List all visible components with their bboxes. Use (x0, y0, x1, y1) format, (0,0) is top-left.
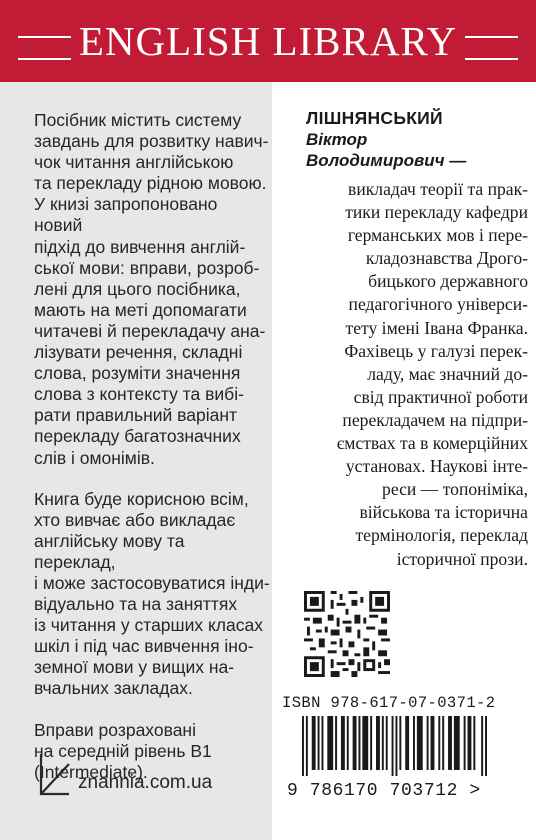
isbn-number: ISBN 978-617-07-0371-2 (282, 694, 496, 712)
author-surname: ЛІШНЯНСЬКИЙ (306, 108, 443, 128)
description-paragraph: Посібник містить систему завдань для розвитку навич- чок читання англійською та перекладу рідною мовою. У книзі запропоновано новий підхід до вивчення англій- ської мови: вправи, розроб- лені для цього посібника, мають на меті допомагати читачеві й перекладачу ана- лізувати речення, складні слова, розуміти значення слова з контексту та вибі- рати правильний варіант перекладу багатозначних слів і омонімів. (34, 110, 269, 468)
book-description (34, 110, 270, 803)
series-title: ENGLISH LIBRARY (0, 16, 536, 66)
header-banner (0, 0, 536, 82)
qr-code-icon[interactable] (304, 591, 390, 677)
description-paragraph: Книга буде корисною всім, хто вивчає або викладає англійську мову та переклад, і може застосовуватися інди- відуально та на заняттях із читання у старших класах шкіл і під час вивчення іно- земної мови у вищих на- вчальних закладах. (34, 488, 270, 699)
barcode-icon (302, 716, 487, 776)
publisher-logo-icon (37, 748, 73, 798)
author-bio: викладач теорії та прак- тики перекладу кафедри германських мов і пере- кладознавства Дрого- бицького державного педагогічного універси- тету імені Івана Франка. Фахівець у галузі перек- ладу, має значний до- свід практичної роботи перекладачем на підпри- ємствах та в комерційних установах. Наукові інте- реси — топоніміка, військова та історична термінологія, переклад історичної прози. (336, 179, 528, 569)
publisher-url[interactable]: znannia.com.ua (78, 772, 213, 793)
author-patronymic: Володимирович — (306, 151, 467, 170)
author-block (306, 108, 528, 171)
barcode-digits: 9 786170 703712 > (287, 781, 481, 801)
author-given-name: Віктор (306, 130, 368, 149)
description-paragraph: Вправи розраховані на середній рівень В1 (Intermediate). (34, 719, 212, 782)
